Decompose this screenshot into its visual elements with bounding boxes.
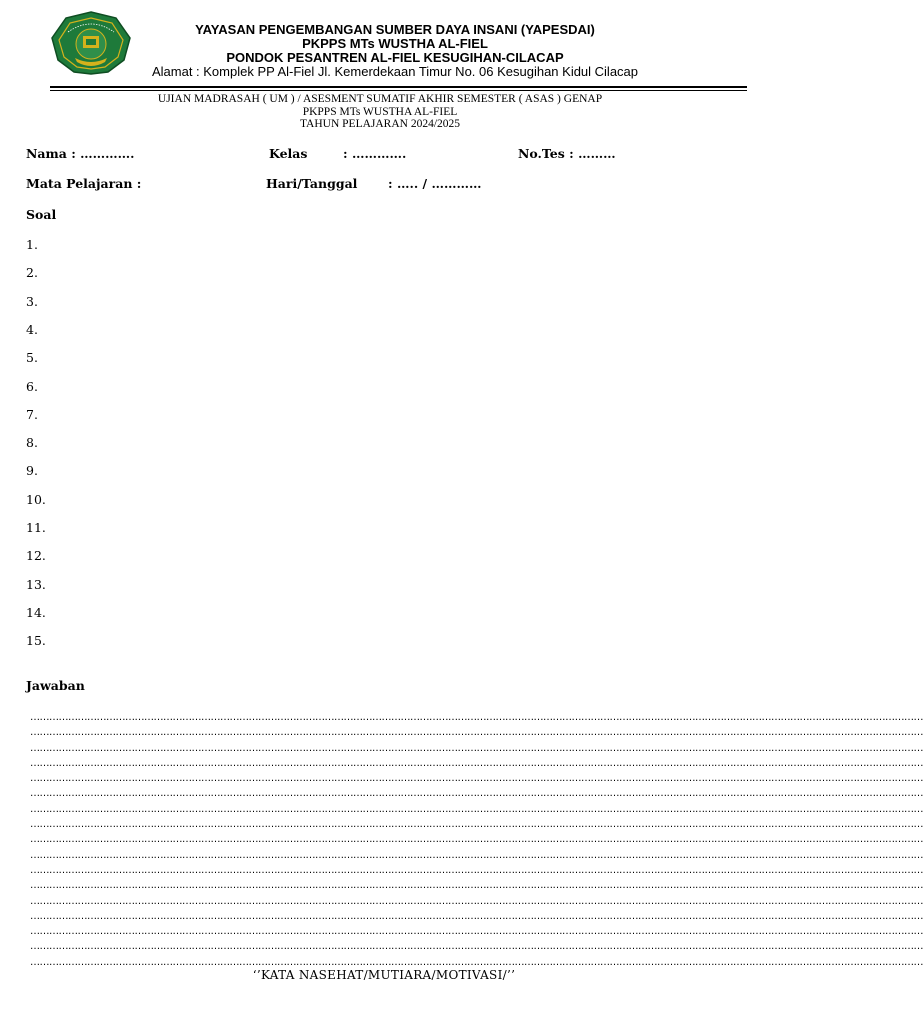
field-hari-label: Hari/Tanggal bbox=[266, 176, 358, 191]
field-hari-value[interactable]: : ….. / ………… bbox=[388, 176, 482, 191]
answer-line[interactable]: ………………………………………………………………………………………………………………………………………………………………………………………………………………………………………………………… bbox=[30, 742, 923, 754]
org-line-3: PONDOK PESANTREN AL-FIEL KESUGIHAN-CILACAP bbox=[226, 50, 564, 65]
field-nama[interactable]: Nama : …………. bbox=[26, 146, 135, 161]
answer-line[interactable]: ………………………………………………………………………………………………………………………………………………………………………………………………………………………………………………………… bbox=[30, 895, 923, 907]
question-item: 2. bbox=[26, 265, 38, 281]
answer-line[interactable]: ………………………………………………………………………………………………………………………………………………………………………………………………………………………………………………………… bbox=[30, 727, 923, 739]
exam-line-1: UJIAN MADRASAH ( UM ) / ASESMENT SUMATIF AKHIR SEMESTER ( ASAS ) GENAP bbox=[157, 93, 603, 105]
answer-line[interactable]: ………………………………………………………………………………………………………………………………………………………………………………………………………………………………………………………… bbox=[30, 941, 923, 953]
exam-line-2: PKPPS MTs WUSTHA AL-FIEL bbox=[302, 105, 458, 118]
answer-line[interactable]: ………………………………………………………………………………………………………………………………………………………………………………………………………………………………………………………… bbox=[30, 834, 923, 846]
question-item: 9. bbox=[26, 463, 38, 479]
letterhead bbox=[0, 0, 768, 92]
field-kelas-value[interactable]: : …………. bbox=[343, 146, 407, 161]
answer-line[interactable]: ………………………………………………………………………………………………………………………………………………………………………………………………………………………………………………………… bbox=[30, 803, 923, 815]
question-item: 13. bbox=[26, 576, 46, 592]
question-item: 4. bbox=[26, 321, 38, 337]
org-line-2: PKPPS MTs WUSTHA AL-FIEL bbox=[302, 36, 488, 51]
answer-line[interactable]: ………………………………………………………………………………………………………………………………………………………………………………………………………………………………………………………… bbox=[30, 788, 923, 800]
header-divider-thick bbox=[50, 86, 747, 88]
jawaban-heading: Jawaban bbox=[26, 678, 85, 693]
question-item: 6. bbox=[26, 378, 38, 394]
question-item: 12. bbox=[26, 548, 46, 564]
question-item: 5. bbox=[26, 350, 38, 366]
answer-line[interactable]: ………………………………………………………………………………………………………………………………………………………………………………………………………………………………………………………… bbox=[30, 864, 923, 876]
field-kelas-label: Kelas bbox=[269, 146, 308, 161]
field-no-tes[interactable]: No.Tes : ……… bbox=[518, 146, 616, 161]
question-item: 10. bbox=[26, 491, 46, 507]
answer-lines[interactable] bbox=[30, 710, 923, 970]
answer-line[interactable]: ………………………………………………………………………………………………………………………………………………………………………………………………………………………………………………………… bbox=[30, 926, 923, 938]
organization-info bbox=[140, 22, 650, 79]
question-item: 1. bbox=[26, 237, 38, 252]
question-item: 7. bbox=[26, 406, 38, 422]
question-item: 14. bbox=[26, 604, 46, 620]
question-item: 15. bbox=[26, 633, 46, 649]
answer-line[interactable]: ………………………………………………………………………………………………………………………………………………………………………………………………………………………………………………………… bbox=[30, 757, 923, 769]
answer-line[interactable]: ………………………………………………………………………………………………………………………………………………………………………………………………………………………………………………………… bbox=[30, 956, 923, 968]
answer-line[interactable]: ………………………………………………………………………………………………………………………………………………………………………………………………………………………………………………………… bbox=[30, 773, 923, 785]
header-divider-thin bbox=[50, 90, 747, 91]
question-item: 3. bbox=[26, 293, 38, 309]
answer-line[interactable]: ………………………………………………………………………………………………………………………………………………………………………………………………………………………………………………………… bbox=[30, 712, 923, 723]
answer-line[interactable]: ………………………………………………………………………………………………………………………………………………………………………………………………………………………………………………………… bbox=[30, 849, 923, 861]
exam-line-3: TAHUN PELAJARAN 2024/2025 bbox=[299, 118, 461, 130]
exam-title bbox=[0, 93, 760, 131]
soal-heading: Soal bbox=[26, 207, 57, 222]
answer-line[interactable]: ………………………………………………………………………………………………………………………………………………………………………………………………………………………………………………………… bbox=[30, 819, 923, 831]
org-line-1: YAYASAN PENGEMBANGAN SUMBER DAYA INSANI (YAPESDAI) bbox=[195, 22, 595, 37]
motto: ‘’KATA NASEHAT/MUTIARA/MOTIVASI/’’ bbox=[252, 968, 516, 982]
madrasah-crest-icon bbox=[50, 10, 132, 76]
answer-line[interactable]: ………………………………………………………………………………………………………………………………………………………………………………………………………………………………………………………… bbox=[30, 910, 923, 922]
field-mata-pelajaran[interactable]: Mata Pelajaran : bbox=[26, 176, 142, 191]
question-item: 11. bbox=[26, 520, 46, 535]
question-item: 8. bbox=[26, 435, 38, 451]
answer-line[interactable]: ………………………………………………………………………………………………………………………………………………………………………………………………………………………………………………………… bbox=[30, 880, 923, 892]
address: Alamat : Komplek PP Al-Fiel Jl. Kemerdekaan Timur No. 06 Kesugihan Kidul Cilacap bbox=[151, 64, 639, 79]
